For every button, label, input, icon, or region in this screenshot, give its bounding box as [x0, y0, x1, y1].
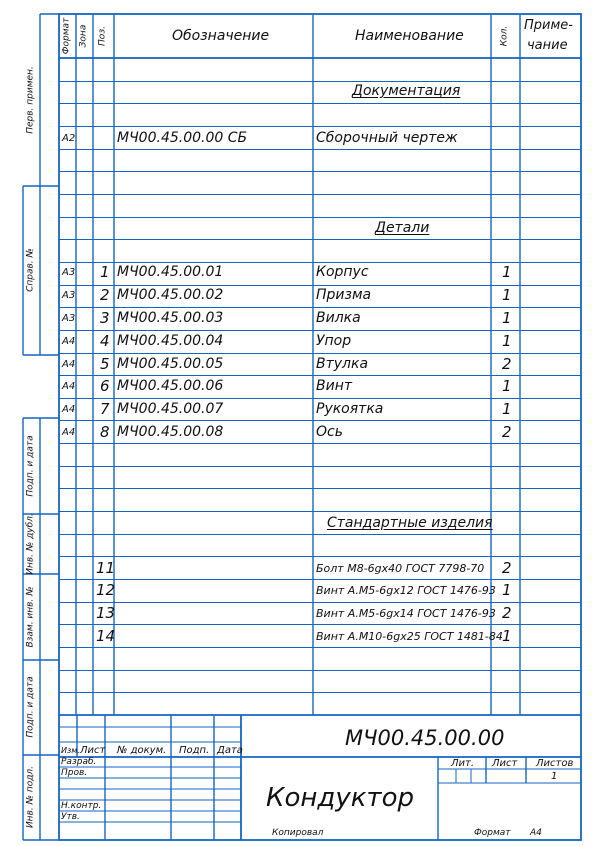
row-name: Втулка [316, 356, 369, 372]
row-designation: МЧ00.45.00.01 [117, 264, 224, 280]
strip-sprav-no: Справ. № [25, 248, 36, 292]
header-note-line1: Приме- [524, 18, 573, 33]
row-name: Корпус [316, 264, 369, 280]
label-list2: Лист [492, 758, 518, 769]
label-list: Лист [80, 745, 106, 756]
row-designation: МЧ00.45.00.02 [117, 287, 224, 303]
doc-title: Кондуктор [266, 783, 414, 813]
label-data: Дата [217, 745, 243, 756]
header-pos: Поз. [97, 26, 108, 46]
row-qty: 1 [502, 286, 512, 304]
label-razrab: Разраб. [61, 757, 97, 767]
header-name: Наименование [355, 28, 464, 44]
row-format: А4 [62, 404, 76, 415]
row-name: Вилка [316, 310, 361, 326]
row-pos: 5 [100, 355, 110, 373]
row-pos: 4 [100, 332, 110, 350]
label-prov: Пров. [61, 768, 88, 778]
row-name: Призма [316, 287, 372, 303]
row-name: Винт [316, 378, 353, 394]
footer-copied: Копировал [272, 828, 324, 838]
label-izm: Изм. [61, 746, 80, 755]
strip-perv-primen: Перв. примен. [25, 66, 36, 134]
row-pos: 12 [96, 581, 116, 599]
label-utv: Утв. [61, 812, 80, 822]
header-zone: Зона [78, 24, 89, 48]
label-listov: Листов [536, 758, 574, 769]
row-format: А2 [62, 133, 76, 144]
row-pos: 11 [96, 559, 116, 577]
row-designation: МЧ00.45.00.05 [117, 356, 224, 372]
row-pos: 8 [100, 423, 110, 441]
header-designation: Обозначение [172, 28, 270, 44]
row-format: А3 [62, 290, 76, 301]
row-format: А4 [62, 336, 76, 347]
strip-vzam-inv: Взам. инв. № [25, 586, 36, 648]
section-standard: Стандартные изделия [327, 515, 493, 531]
row-qty: 2 [502, 604, 512, 622]
row-qty: 1 [502, 400, 512, 418]
strip-inv-dubl: Инв. № дубл. [25, 513, 36, 575]
row-pos: 7 [100, 400, 110, 418]
header-format: Формат [61, 17, 72, 55]
row-format: А3 [62, 313, 76, 324]
row-name: Винт А.М5-6gх14 ГОСТ 1476-93 [316, 607, 496, 620]
row-format: А4 [62, 381, 76, 392]
row-qty: 1 [502, 332, 512, 350]
row-name: Сборочный чертеж [316, 130, 458, 146]
row-qty: 1 [502, 581, 512, 599]
row-designation: МЧ00.45.00.03 [117, 310, 224, 326]
row-designation: МЧ00.45.00.08 [117, 424, 224, 440]
row-qty: 1 [502, 309, 512, 327]
row-format: А3 [62, 267, 76, 278]
row-format: А4 [62, 427, 76, 438]
row-designation: МЧ00.45.00.07 [117, 401, 224, 417]
header-note-line2: чание [527, 38, 568, 53]
listov-value: 1 [551, 771, 558, 782]
row-name: Винт А.М5-6gх12 ГОСТ 1476-93 [316, 584, 496, 597]
footer-format-value: А4 [530, 828, 542, 838]
row-name: Ось [316, 424, 343, 440]
footer-format-label: Формат [474, 828, 511, 838]
row-qty: 2 [502, 355, 512, 373]
row-name: Рукоятка [316, 401, 384, 417]
row-format: А4 [62, 359, 76, 370]
row-name: Упор [316, 333, 352, 349]
row-name: Винт А.М10-6gх25 ГОСТ 1481-84 [316, 630, 503, 643]
row-designation: МЧ00.45.00.06 [117, 378, 224, 394]
row-pos: 14 [96, 627, 116, 645]
row-qty: 2 [502, 559, 512, 577]
row-pos: 3 [100, 309, 110, 327]
header-qty: Кол. [499, 25, 510, 47]
row-qty: 2 [502, 423, 512, 441]
row-qty: 1 [502, 627, 512, 645]
row-pos: 6 [100, 377, 110, 395]
doc-number: МЧ00.45.00.00 [345, 726, 505, 750]
row-pos: 13 [96, 604, 116, 622]
row-designation: МЧ00.45.00.04 [117, 333, 224, 349]
row-name: Болт М8-6gх40 ГОСТ 7798-70 [316, 562, 485, 575]
row-pos: 1 [100, 263, 110, 281]
row-designation: МЧ00.45.00.00 СБ [117, 130, 248, 146]
row-qty: 1 [502, 377, 512, 395]
strip-podp-data-1: Подп. и дата [25, 435, 36, 497]
row-pos: 2 [100, 286, 110, 304]
row-qty: 1 [502, 263, 512, 281]
label-docum: № докум. [117, 745, 167, 756]
strip-podp-data-2: Подп. и дата [25, 676, 36, 738]
strip-inv-podl: Инв. № подл. [25, 765, 36, 829]
label-nkontr: Н.контр. [61, 801, 102, 811]
section-details: Детали [375, 220, 430, 236]
label-podp: Подп. [179, 745, 210, 756]
label-lit: Лит. [451, 758, 475, 769]
section-documentation: Документация [352, 83, 461, 99]
